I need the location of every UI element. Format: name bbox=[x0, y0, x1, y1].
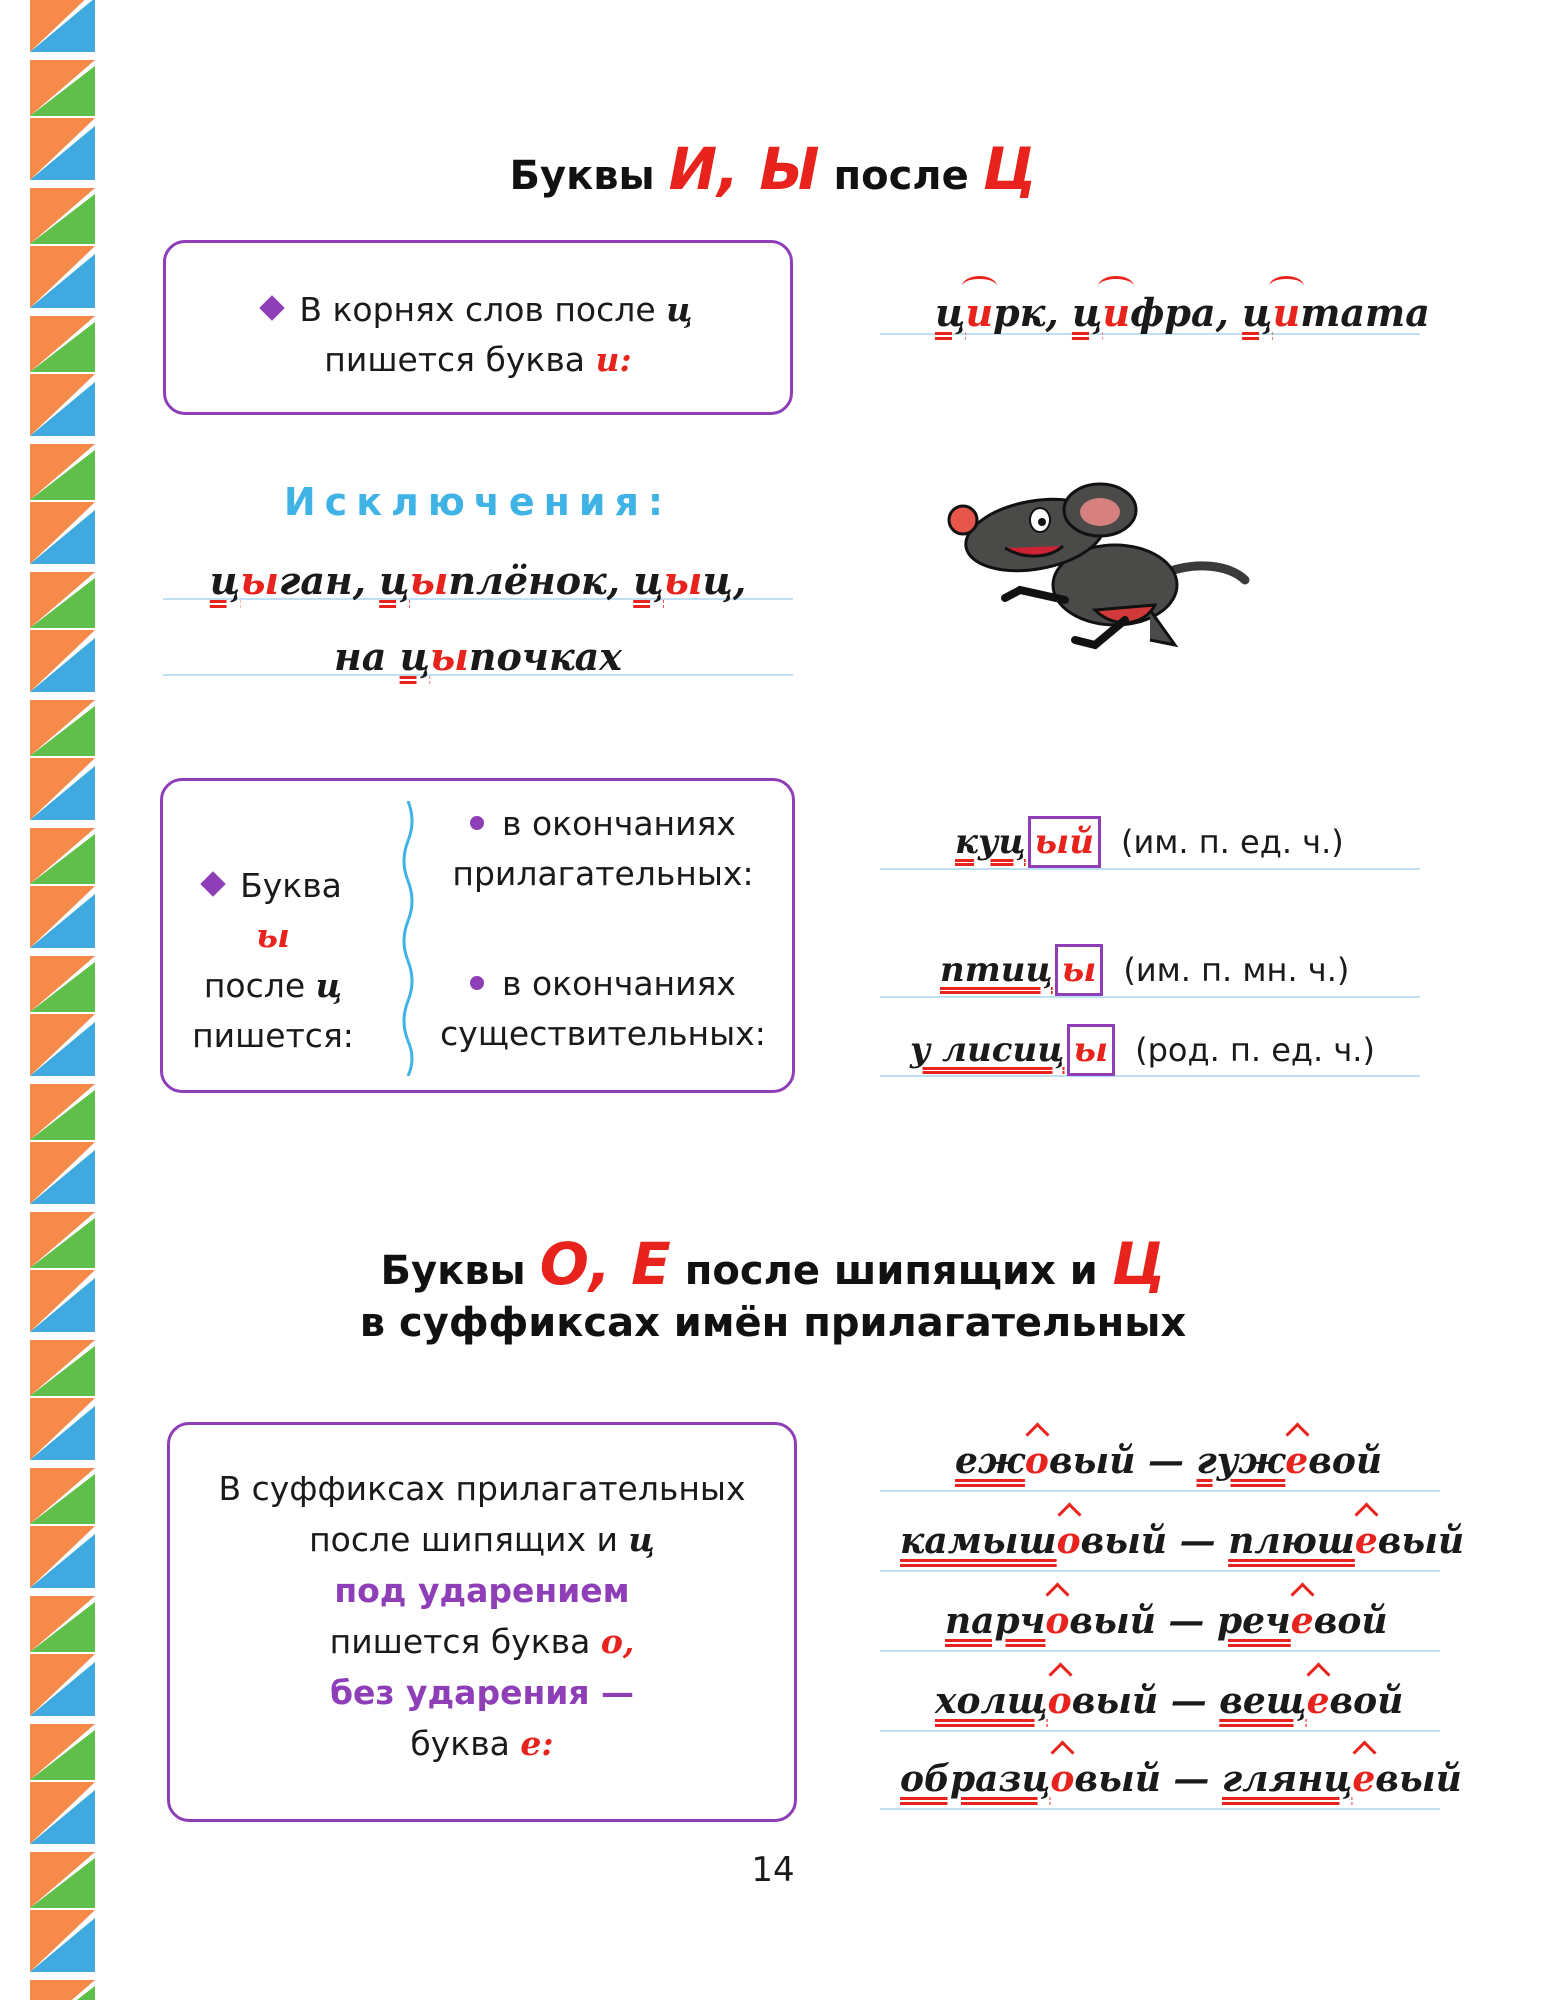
rule2-item2-line1: в окончаниях bbox=[428, 959, 778, 1009]
example2-row: у лисиц ы (род. п. ед. ч.) bbox=[910, 1024, 1375, 1076]
rule3-line6: буква е: bbox=[410, 1724, 554, 1763]
section2-title-line1: Буквы О, Е после шипящих и Ц bbox=[380, 1230, 1166, 1298]
rule2-item2-line2: существительных: bbox=[440, 1014, 766, 1053]
diamond-bullet-icon bbox=[260, 295, 285, 320]
exceptions-line2: на цыпочках bbox=[334, 634, 622, 679]
ending-box: ы bbox=[1055, 944, 1104, 996]
page-number: 14 bbox=[751, 1850, 795, 1890]
examples1-line bbox=[935, 290, 1430, 335]
decorative-triangle-border bbox=[0, 0, 100, 2000]
rule2-left-line3: пишется: bbox=[192, 1016, 354, 1055]
suffix-example-row: камышовый — плюшевый bbox=[900, 1520, 1465, 1562]
example-word: цифра, bbox=[1071, 290, 1229, 335]
ending-box: ы bbox=[1067, 1024, 1116, 1076]
rule3-line3: под ударением bbox=[334, 1571, 630, 1610]
suffix-example-row: ежовый — гужевой bbox=[955, 1440, 1383, 1482]
rule2-item1-line2: прилагательных: bbox=[452, 854, 754, 893]
running-mouse-illustration bbox=[945, 480, 1255, 660]
ending-box: ый bbox=[1028, 816, 1101, 868]
rule3-line5: без ударения — bbox=[329, 1673, 635, 1712]
diamond-bullet-icon bbox=[200, 871, 225, 896]
bullet-dot-icon bbox=[470, 976, 484, 990]
wavy-brace-icon bbox=[398, 801, 418, 1076]
example2-row: куц ый (им. п. ед. ч.) bbox=[955, 816, 1344, 868]
rule3-line1: В суффиксах прилагательных bbox=[218, 1469, 746, 1508]
section1-title: Буквы И, Ы после Ц bbox=[509, 135, 1037, 203]
example-word: цитата bbox=[1242, 290, 1430, 335]
section2-title-line2: в суффиксах имён прилагательных bbox=[359, 1300, 1187, 1346]
suffix-example-row: холщовый — вещевой bbox=[935, 1680, 1404, 1722]
suffix-example-row: парчовый — речевой bbox=[945, 1600, 1388, 1642]
example2-row: птиц ы (им. п. мн. ч.) bbox=[940, 944, 1349, 996]
bullet-dot-icon bbox=[470, 816, 484, 830]
exceptions-line1: цыган, цыплёнок, цыц, bbox=[209, 558, 747, 603]
rule1-box bbox=[163, 240, 793, 415]
exceptions-heading: Исключения: bbox=[283, 480, 673, 524]
rule2-item1-line1: в окончаниях bbox=[428, 799, 778, 849]
rule2-left-line2: после ц bbox=[203, 966, 343, 1005]
rule1-line1: В корнях слов после ц bbox=[166, 285, 790, 335]
suffix-example-row: образцовый — глянцевый bbox=[900, 1758, 1462, 1800]
rule3-box bbox=[167, 1422, 797, 1822]
rule3-line4: пишется буква о, bbox=[329, 1622, 635, 1661]
example-word: цирк, bbox=[935, 290, 1059, 335]
rule2-left-line1: Буква ы bbox=[183, 861, 363, 961]
rule3-line2: после шипящих и ц bbox=[309, 1520, 655, 1559]
rule2-box bbox=[160, 778, 795, 1093]
rule1-line2: пишется буква и: bbox=[324, 340, 632, 379]
